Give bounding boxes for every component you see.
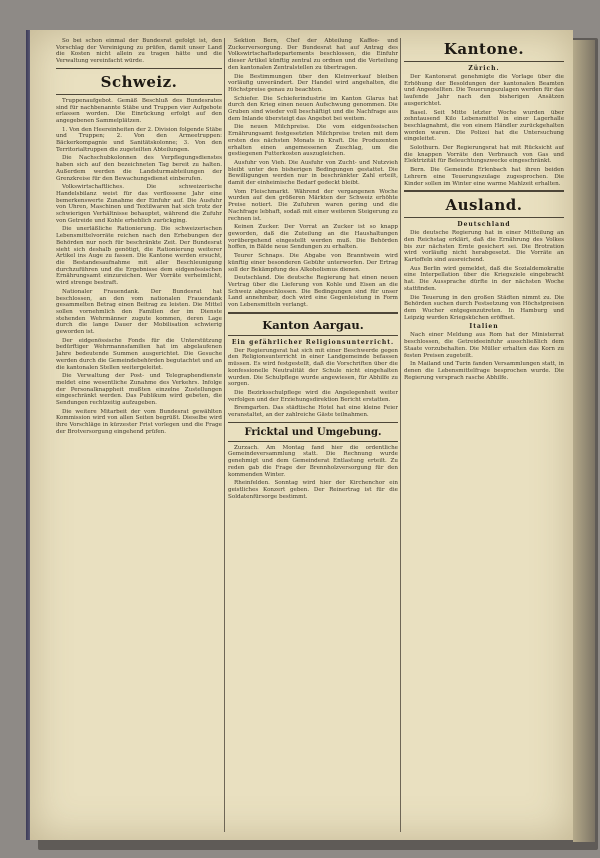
article-subheading: Ein gefährlicher Religionsunterricht. <box>231 338 395 346</box>
section-heading-schweiz: Schweiz. <box>100 72 178 91</box>
column-rule <box>224 38 225 832</box>
article-paragraph: Bremgarten. Das städtische Hotel hat eine kleine Feier veranstaltet, an der zahlreiche Gäste teilnahmen. <box>228 405 398 419</box>
article-paragraph: Schiefer. Die Schieferindustrie im Kanton Glarus hat durch den Krieg einen neuen Aufschwung genommen. Die Gruben sind wieder voll beschäftigt und die Nachfrage aus dem Inlande übersteigt das Angebot bei weitem. <box>228 95 398 122</box>
divider <box>228 422 398 423</box>
divider <box>56 94 222 95</box>
article-paragraph: Die Verwaltung der Post- und Telegraphendienste meldet eine wesentliche Zunahme des Verkehrs. Infolge der Personalknappheit mußten einzelne Zustellungen eingeschränkt werden. Das Publikum wird gebeten, die Sendungen rechtzeitig aufzugeben. <box>56 373 222 407</box>
article-paragraph: Volkswirtschaftliches. Die schweizerische Handelsbilanz weist für das verflossene Jahr eine bemerkenswerte Zunahme der Einfuhr auf. Die Ausfuhr von Uhren, Maschinen und Textilwaren hat sich trotz der schwierigen Verhältnisse behauptet, während die Zufuhr von Getreide und Kohle erheblich zurückging. <box>56 184 222 224</box>
divider <box>56 68 222 69</box>
article-paragraph: Bern. Die Gemeinde Erlenbach hat ihren beiden Lehrern eine Teuerungszulage zugesprochen. Die Kinder sollen im Winter eine warme Mahlzeit erhalten. <box>404 167 564 187</box>
article-paragraph: Die neuen Milchpreise. Die vom eidgenössischen Ernährungsamt festgesetzten Milchpreise treten mit dem ersten des nächsten Monats in Kraft. Die Produzenten erhalten einen angemessenen Zuschlag, um die gestiegenen Futterkosten auszugleichen. <box>228 124 398 158</box>
divider <box>404 217 564 218</box>
article-paragraph: Truppenaufgebot. Gemäß Beschluß des Bundesrates sind für nachbenannte Stäbe und Truppen vier Aufgebote erlassen worden. Die Einrückung erfolgt auf den angegebenen Sammelplätzen. <box>56 97 222 124</box>
article-paragraph: Nach einer Meldung aus Rom hat der Ministerrat beschlossen, die Getreideeinfuhr ausschließlich dem Staate vorzubehalten. Die Müller erhalten das Korn zu festen Preisen zugeteilt. <box>404 332 564 359</box>
article-paragraph: Die Teuerung in den großen Städten nimmt zu. Die Behörden suchen durch Festsetzung von Höchstpreisen dem Wucher entgegenzutreten. In Hamburg und Leipzig wurden Kriegsküchen eröffnet. <box>404 294 564 321</box>
article-paragraph: Der Regierungsrat hat sich mit einer Beschwerde gegen den Religionsunterricht in einer Landgemeinde befassen müssen. Es wird festgestellt, daß die Vorschriften über die konfessionelle Neutralität der Schule nicht eingehalten wurden. Die Schulpflege wurde angewiesen, für Abhilfe zu sorgen. <box>228 347 398 388</box>
article-paragraph: Keinen Zucker. Der Vorrat an Zucker ist so knapp geworden, daß die Zuteilung an die Haushaltungen vorübergehend eingestellt werden muß. Die Behörden hoffen, in Bälde neue Sendungen zu erhalten. <box>228 224 398 251</box>
article-paragraph: Solothurn. Der Regierungsrat hat mit Rücksicht auf die knappen Vorräte den Verbrauch von Gas und Elektrizität für Beleuchtungszwecke eingeschränkt. <box>404 145 564 165</box>
divider <box>228 441 398 442</box>
column-right <box>404 30 564 840</box>
article-paragraph: Ausfuhr von Vieh. Die Ausfuhr von Zucht- und Nutzvieh bleibt unter den bisherigen Bedingungen gestattet. Die Bewilligungen werden nur in beschränkter Zahl erteilt, damit der einheimische Bedarf gedeckt bleibt. <box>228 159 398 187</box>
article-paragraph: Deutschland. Die deutsche Regierung hat einen neuen Vertrag über die Lieferung von Kohle und Eisen an die Schweiz abgeschlossen. Die Bedingungen sind für unser Land annehmbar, doch wird eine Gegenleistung in Form von Lebensmitteln verlangt. <box>228 275 398 309</box>
divider <box>228 312 398 314</box>
article-paragraph: In Mailand und Turin fanden Versammlungen statt, in denen die Lebensmittelfrage besprochen wurde. Die Regierung versprach rasche Abhilfe. <box>404 361 564 381</box>
article-subheading: Italien <box>469 323 499 331</box>
intro-paragraph: So bei schon einmal der Bundesrat gefolgt ist, den Vorschlag der Vereinigung zu prüfen, damit unser Land die Kosten nicht allein zu tragen hätte und die Verwaltung vereinfacht würde. <box>56 38 222 65</box>
article-subheading: Zürich. <box>468 65 500 72</box>
article-subheading: Deutschland <box>457 221 511 229</box>
newspaper-page <box>30 30 573 840</box>
article-paragraph: Zurzach. Am Montag fand hier die ordentliche Gemeindeversammlung statt. Die Rechnung wurde genehmigt und dem Gemeinderat Entlastung erteilt. Zu reden gab die Frage der Brennholzversorgung für den kommenden Winter. <box>228 444 398 478</box>
article-paragraph: Aus Berlin wird gemeldet, daß die Sozialdemokratie eine Interpellation über die Kriegsziele eingebracht hat. Die Aussprache dürfte in der nächsten Woche stattfinden. <box>404 265 564 292</box>
article-paragraph: Der eidgenössische Fonds für die Unterstützung bedürftiger Wehrmannsfamilien hat im abgelaufenen Jahre bedeutende Summen ausgerichtet. Die Gesuche werden durch die Gemeindebehörden begutachtet und an die kantonalen Stellen weitergeleitet. <box>56 337 222 371</box>
page-edge <box>573 40 595 842</box>
article-paragraph: Rheinfelden. Sonntag wird hier der Kirchenchor ein geistliches Konzert geben. Der Reinertrag ist für die Soldatenfürsorge bestimmt. <box>228 480 398 500</box>
article-paragraph: Die Bestimmungen über den Kleinverkauf bleiben vorläufig unverändert. Der Handel wird angehalten, die Höchstpreise genau zu beachten. <box>228 73 398 93</box>
article-paragraph: Teurer Schnaps. Die Abgabe von Branntwein wird künftig einer besonderen Gebühr unterworfen. Der Ertrag soll der Bekämpfung des Alkoholismus dienen. <box>228 253 398 273</box>
article-paragraph: Die Nachschubkolonnen des Verpflegungsdienstes haben sich auf den bezeichneten Tag bereit zu halten. Außerdem werden die Landsturmabteilungen der Grenzkreise für den Bewachungsdienst einberufen. <box>56 155 222 182</box>
section-heading-kantone: Kantone. <box>443 40 525 58</box>
column-left <box>56 30 222 840</box>
article-paragraph: Die weitere Mitarbeit der vom Bundesrat gewählten Kommission wird von allen Seiten begrüßt. Dieselbe wird ihre Vorschläge in kürzester Frist vorlegen und die Frage der Brotversorgung eingehend prüfen. <box>56 408 222 435</box>
article-paragraph: Die unerläßliche Rationierung. Die schweizerischen Lebensmittelvorräte reichen nach den Erhebungen der Behörden nur noch für beschränkte Zeit. Der Bundesrat sieht sich deshalb genötigt, die Rationierung weiterer Artikel ins Auge zu fassen. Die Kantone werden ersucht, die Bestandesaufnahme mit aller Beschleunigung durchzuführen und die Ergebnisse dem eidgenössischen Ernährungsamt einzureichen. Wer Vorräte verheimlicht, wird strenge bestraft. <box>56 226 222 287</box>
article-paragraph: Nationaler Frauendank. Der Bundesrat hat beschlossen, an den vom nationalen Frauendank gesammelten Betrag einen Beitrag zu leisten. Die Mittel sollen vornehmlich den Familien der im Dienste stehenden Wehrmänner zugute kommen, deren Lage durch die lange Dauer der Mobilisation schwierig geworden ist. <box>56 288 222 336</box>
article-paragraph: Die deutsche Regierung hat in einer Mitteilung an den Reichstag erklärt, daß die Ernährung des Volkes bis zur nächsten Ernte gesichert sei. Die Brotration wird vorläufig nicht herabgesetzt. Die Vorräte an Kartoffeln sind ausreichend. <box>404 230 564 264</box>
article-paragraph: Die Bezirksschulpflege wird die Angelegenheit weiter verfolgen und der Erziehungsdirektion Bericht erstatten. <box>228 389 398 403</box>
article-paragraph: 1. Von den Heereinheiten der 2. Division folgende Stäbe und Truppen; 2. Von den Armeetruppen: Bäckerkompagnie und Sanitätskolonne; 3. Von den Territorialtruppen die zugeteilten Abteilungen. <box>56 126 222 153</box>
column-rule <box>400 38 401 832</box>
article-paragraph: Der Kantonsrat genehmigte die Vorlage über die Erhöhung der Besoldungen der kantonalen Beamten und Angestellten. Die Teuerungszulagen werden für das laufende Jahr nach den bisherigen Ansätzen ausgerichtet. <box>404 74 564 107</box>
section-heading-fricktal: Fricktal und Umgebung. <box>244 426 382 438</box>
section-heading-kanton-aargau: Kanton Aargau. <box>262 317 364 332</box>
article-paragraph: Vom Fleischmarkt. Während der vergangenen Woche wurden auf den größeren Märkten der Schweiz erhöhte Preise notiert. Die Zufuhren waren gering und die Nachfrage lebhaft, sodaß mit einer weiteren Steigerung zu rechnen ist. <box>228 188 398 222</box>
article-paragraph: Basel. Seit Mitte letzter Woche wurden über zehntausend Kilo Lebensmittel in einer Lagerhalle beschlagnahmt, die von einem Händler zurückgehalten worden waren. Die Polizei hat die Untersuchung eingeleitet. <box>404 109 564 143</box>
column-middle <box>228 30 398 840</box>
divider <box>404 190 564 192</box>
article-paragraph: Sektion Bern, Chef der Abteilung Kaffee- und Zuckerversorgung. Der Bundesrat hat auf Antrag des Volkswirtschaftsdepartements beschlossen, die Einfuhr dieser Artikel künftig zentral zu ordnen und die Verteilung den kantonalen Zentralstellen zu übertragen. <box>228 38 398 71</box>
divider <box>228 335 398 336</box>
section-heading-ausland: Ausland. <box>445 196 523 215</box>
divider <box>404 61 564 62</box>
